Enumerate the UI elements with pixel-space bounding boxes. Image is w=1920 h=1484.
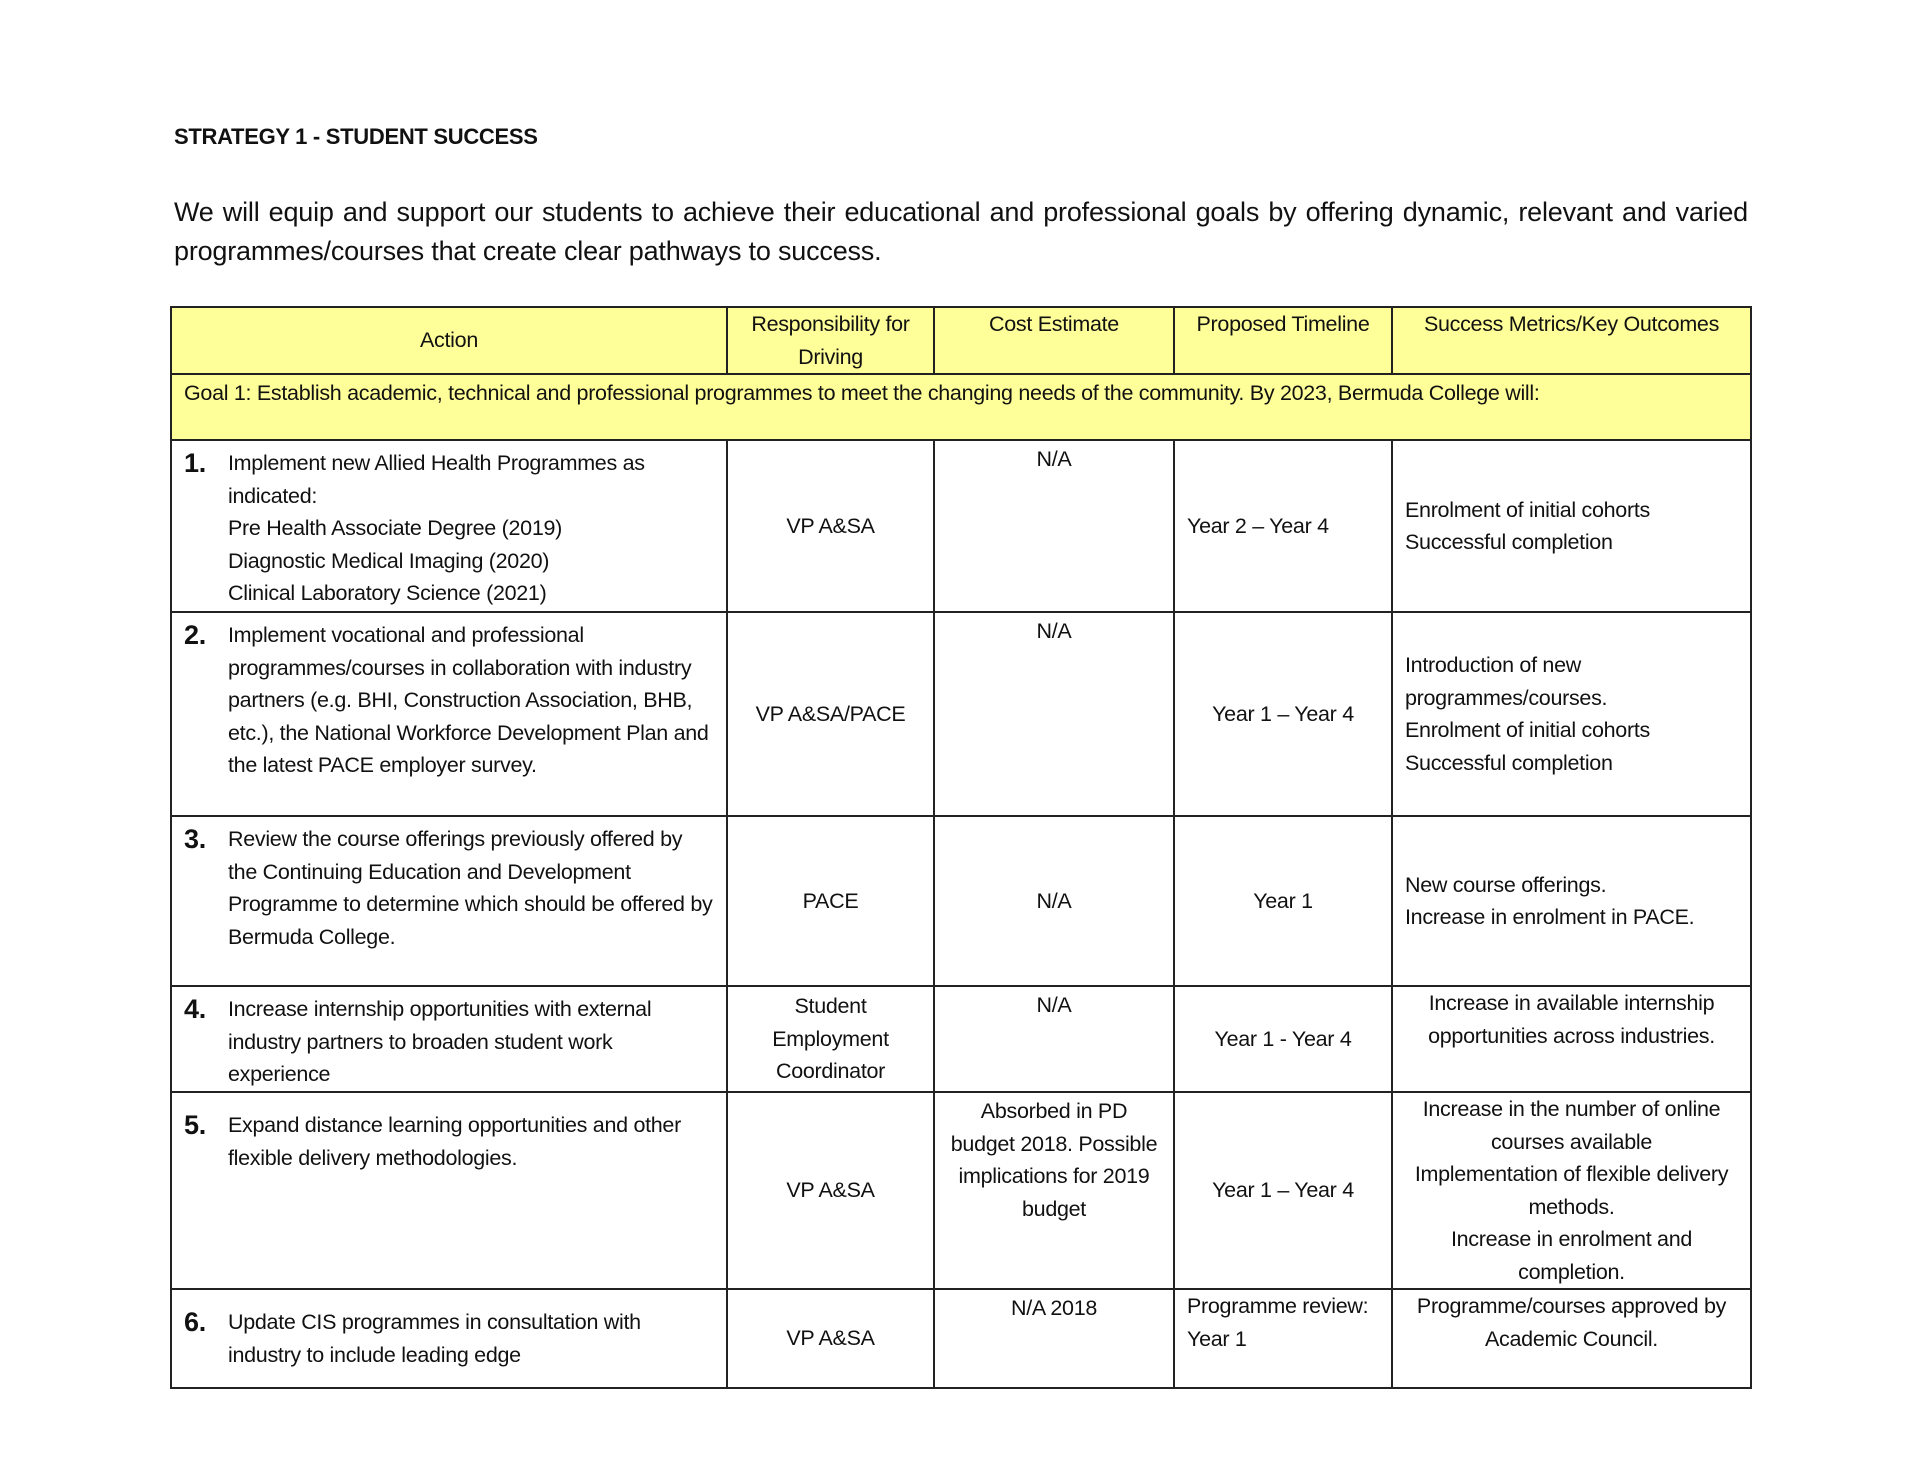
action-cell [171,986,727,1092]
table-row [171,612,1751,816]
action-line: Implement new Allied Health Programmes as indicated: [228,451,645,508]
outcome-line: Implementation of flexible delivery methods. [1414,1162,1729,1219]
outcome-line: Increase in enrolment and completion. [1450,1227,1693,1284]
outcome-line: Increase in the number of online courses available [1422,1097,1721,1154]
cost-cell: N/A 2018 [934,1289,1174,1388]
table-row [171,816,1751,986]
outcome-line: Enrolment of initial cohorts [1405,718,1650,742]
action-plan-table [170,306,1752,1389]
action-number: 4. [184,994,206,1024]
action-cell [171,816,727,986]
cost-cell: N/A [934,986,1174,1092]
cost-cell: N/A [934,612,1174,816]
outcomes-cell [1392,816,1751,986]
table-row [171,1092,1751,1289]
action-cell [171,1289,727,1388]
outcomes-cell [1392,1289,1751,1388]
outcome-line: Enrolment of initial cohorts [1405,497,1650,522]
action-line: Clinical Laboratory Science (2021) [228,581,547,605]
action-line: Diagnostic Medical Imaging (2020) [228,548,550,573]
action-number: 1. [184,448,206,478]
outcomes-cell [1392,986,1751,1092]
responsibility-cell: VP A&SA [727,1289,934,1388]
timeline-cell: Year 2 – Year 4 [1174,440,1392,612]
table-row [171,1289,1751,1388]
goal-text: Goal 1: Establish academic, technical and professional programmes to meet the changing needs of the community. By 2023, Bermuda College will: [171,374,1751,440]
responsibility-cell: VP A&SA [727,1092,934,1289]
responsibility-cell: PACE [727,816,934,986]
action-line: Update CIS programmes in consultation with industry to include leading edge [228,1310,641,1367]
action-line: Review the course offerings previously offered by the Continuing Education and Development Programme to determine which should be offered by Bermuda College. [228,827,713,949]
action-line: Increase internship opportunities with external industry partners to broaden student work experience [228,997,652,1086]
timeline-cell: Year 1 [1174,816,1392,986]
header-outcomes: Success Metrics/Key Outcomes [1392,307,1751,374]
outcomes-cell [1392,1092,1751,1289]
responsibility-cell: VP A&SA/PACE [727,612,934,816]
action-line: Implement vocational and professional programmes/courses in collaboration with industry partners (e.g. BHI, Construction Association, BHB, etc.), the National Workforce Development Plan and the latest PACE employer survey. [228,623,709,777]
header-row [171,307,1751,374]
action-number: 6. [184,1307,206,1337]
outcomes-cell [1392,440,1751,612]
header-action: Action [171,307,727,374]
action-cell [171,612,727,816]
action-number: 5. [184,1110,206,1140]
outcome-line: Increase in enrolment in PACE. [1405,905,1695,929]
timeline-cell: Year 1 – Year 4 [1174,1092,1392,1289]
strategy-intro: We will equip and support our students to achieve their educational and professional goals by offering dynamic, relevant and varied programmes/courses that create clear pathways to success. [174,197,1748,266]
cost-cell: N/A [934,440,1174,612]
header-cost: Cost Estimate [934,307,1174,374]
table-row [171,986,1751,1092]
outcome-line: Increase in available internship opportunities across industries. [1428,991,1715,1048]
timeline-cell: Year 1 - Year 4 [1174,986,1392,1092]
action-cell [171,440,727,612]
header-responsibility: Responsibility for Driving [727,307,934,374]
outcome-line: Successful completion [1405,750,1613,775]
timeline-cell: Programme review: Year 1 [1174,1289,1392,1388]
responsibility-cell: VP A&SA [727,440,934,612]
cost-cell: Absorbed in PD budget 2018. Possible implications for 2019 budget [934,1092,1174,1289]
outcome-line: Programme/courses approved by Academic Council. [1416,1294,1727,1351]
strategy-title: STRATEGY 1 - STUDENT SUCCESS [174,124,538,149]
action-cell [171,1092,727,1289]
action-line: Expand distance learning opportunities and other flexible delivery methodologies. [228,1113,681,1170]
header-timeline: Proposed Timeline [1174,307,1392,374]
cost-cell: N/A [934,816,1174,986]
outcome-line: Successful completion [1405,530,1613,554]
timeline-cell: Year 1 – Year 4 [1174,612,1392,816]
goal-row [171,374,1751,440]
action-number: 2. [184,620,206,650]
action-line: Pre Health Associate Degree (2019) [228,516,562,540]
outcomes-cell [1392,612,1751,816]
outcome-line: New course offerings. [1405,872,1607,897]
action-number: 3. [184,824,206,854]
responsibility-cell: Student Employment Coordinator [727,986,934,1092]
outcome-line: Introduction of new programmes/courses. [1405,653,1608,710]
table-row [171,440,1751,612]
